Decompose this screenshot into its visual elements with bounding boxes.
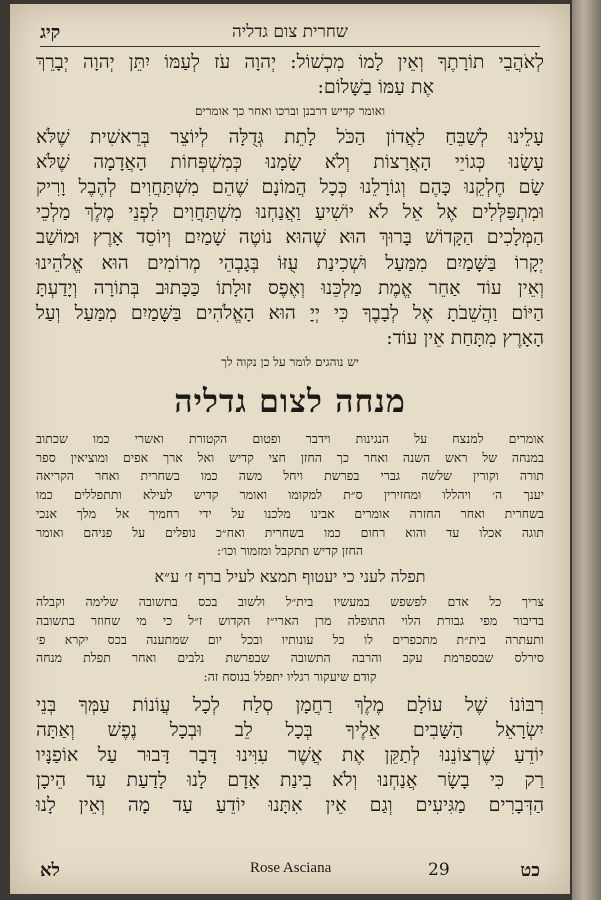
text-line: הַיּוֹם וַהֲשֵׁבֹתָ אֶל לְבָבֶךָ כִּי יְיָ הוּא הָאֱלֹהִים בַּשָּׁמַיִם מִמַּעַל וְעַל (36, 301, 544, 324)
text-line: במנחה של ראש השנה ואחר כך החזן חצי קדיש ואל ארך אפים ומוציאין ספר (36, 449, 544, 465)
text-line: אומרים למנצח על הנגינות וידבר ופטום הקטורת ואשרי כמו שכתוב (36, 430, 544, 446)
text-line: קודם שיעקור רגליו יתפלל בנוסח זה: (203, 669, 377, 685)
page-body (36, 50, 544, 818)
text-line: עָשָׂנוּ כְּגוֹיֵי הָאֲרָצוֹת וְלֹא שָׂמָנוּ כְּמִשְׁפְּחוֹת הָאֲדָמָה שֶׁלֹּא (36, 151, 544, 174)
prayer-block-3 (36, 693, 544, 818)
text-line: בשחרית ואחר החזרה אומרים אבינו מלכנו על ידי רחמיך אל מלך אנכי (36, 505, 544, 521)
text-line: סירלס שבספרמת עקב והרבה התשובה שבפרשת נלבים ואחר תפלת מנחה (36, 650, 544, 666)
text-line: וּמִתְפַּלְּלִים אֶל אֵל לֹא יוֹשִׁיעַ וַאֲנַחְנוּ מִשְׁתַּחֲוִים לִפְנֵי מֶלֶךְ מַלְכֵי (36, 201, 544, 224)
page-header (40, 22, 540, 47)
page-footer (40, 860, 540, 884)
catchword: לא (40, 860, 60, 881)
text-line: רִבּוֹנוֹ שֶׁל עוֹלָם מֶלֶךְ רַחֲמָן סְלַח לְכָל עֲוֹנוֹת עַמְּךָ בְּנֵי (36, 693, 544, 716)
section-title: מנחה לצום גדליה (174, 381, 406, 420)
prayer-block-1 (36, 50, 544, 100)
text-line: לְאֹהֲבֵי תוֹרָתֶךָ וְאֵין לָמוֹ מִכְשׁוֹל: יְהוָה עֹז לְעַמּוֹ יִתֵּן יְהוָה יְבָרֵךְ (36, 51, 544, 73)
signature-letter: כט (520, 860, 540, 881)
printer-imprint: Rose Asciana (250, 860, 332, 876)
text-line: רַק כִּי בָשָׂר אֲנַחְנוּ וְלֹא בִינַת אָדָם לָנוּ לָדַעַת עַד הֵיכָן (36, 769, 544, 792)
text-line: יוֹדֵעַ שֶׁרְצוֹנֵנוּ לְתַקֵּן אֶת אֲשֶׁר עִוִּינוּ דָּבָר דָּבוּר עַל אוֹפַנָּיו (36, 744, 544, 767)
text-line: תוגה אכלו עד והוא רחום כמו בשחרית ואח״כ נופלים על פניהם ואומר (36, 524, 544, 540)
text-line: יִשְׂרָאֵל הַשָּׁבִים אֵלֶיךָ בְּכָל לֵב וּבְכָל נֶפֶשׁ וְאַתָּה (36, 718, 544, 741)
text-line: צריך כל אדם לפשפש במעשיו בית״ל ולשוב בכס בתשובה שלימה וקבלה (36, 594, 544, 610)
text-line: ותעתרה בית״ת מתכפרים לו כל עונותיו ובכל יום שמתענה בכס יקרא פ׳ (36, 631, 544, 647)
subheading: תפלה לעני כי יעטוף תמצא לעיל ברף ז׳ ע״א (154, 567, 426, 587)
text-line: הָאָרֶץ מִתָּחַת אֵין עוֹד: (386, 326, 544, 349)
rubric-note: יש נוהגים לומר על כן נקוה לך (221, 354, 359, 369)
text-line: יענך ה׳ ויהללו ומחזירין ס״ת למקומו ואומר קדיש לעילא ותתפללים כמו (36, 487, 544, 503)
text-line: יְקָרוֹ בַּשָּׁמַיִם מִמַּעַל וּשְׁכִינַת עֻזּוֹ בְּגָבְהֵי מְרוֹמִים הוּא אֱלֹהֵינוּ (36, 251, 544, 274)
page-number: קיג (40, 22, 61, 43)
text-line: אֶת עַמּוֹ בַשָּׁלוֹם: (317, 76, 434, 99)
text-line: שָׂם חֶלְקֵנוּ כָּהֶם וְגוֹרָלֵנוּ כְּכָל הֲמוֹנָם שֶׁהֵם מִשְׁתַּחֲוִים לְהֶבֶל וָרִיק (36, 176, 544, 199)
book-edge (572, 0, 601, 900)
text-line: הַדְּבָרִים מַגִּיעִים וְגַם אֵין אִתָּנוּ יוֹדֵעַ עַד מָה וְאֵין לָנוּ (36, 794, 544, 817)
aleinu-paragraph (36, 125, 544, 351)
text-line: החזן קדיש תתקבל ומזמור וכו׳: (216, 543, 364, 559)
rubric-note: ואומר קדיש דרבנן וברכו ואחר כך אומרים (194, 104, 386, 119)
running-title: שחרית צום גדליה (232, 22, 348, 42)
text-line: בדיבור מפי גבורת הלוי התופלה מרן הארי״ז הקדוש ז״ל כי מי שחוזר בתשובה (36, 612, 544, 628)
text-line: הַמְּלָכִים הַקָּדוֹשׁ בָּרוּךְ הוּא שֶׁהוּא נוֹטֶה שָׁמַיִם וְיוֹסֵד אָרֶץ וּמוֹשַׁב (36, 226, 544, 249)
text-line: עָלֵינוּ לְשַׁבֵּחַ לַאֲדוֹן הַכֹּל לָתֵת גְּדֻלָּה לְיוֹצֵר בְּרֵאשִׁית שֶׁלֹּא (36, 126, 544, 149)
text-line: תורה וקורין שלשה גברי בפרשת ויחל משה כמו בשחרית ואחר הקריאה (36, 468, 544, 484)
instructions-paragraph (36, 430, 544, 561)
instructions-paragraph-2 (36, 593, 544, 687)
text-line: וְאֵין עוֹד אַחֵר אֱמֶת מַלְכֵּנוּ וְאֶפֶס זוּלָתוֹ כַּכָּתוּב בְּתוֹרָה וְיָדַעְתָּ (36, 276, 544, 299)
signature-number: 29 (428, 860, 450, 880)
book-page (10, 4, 570, 894)
